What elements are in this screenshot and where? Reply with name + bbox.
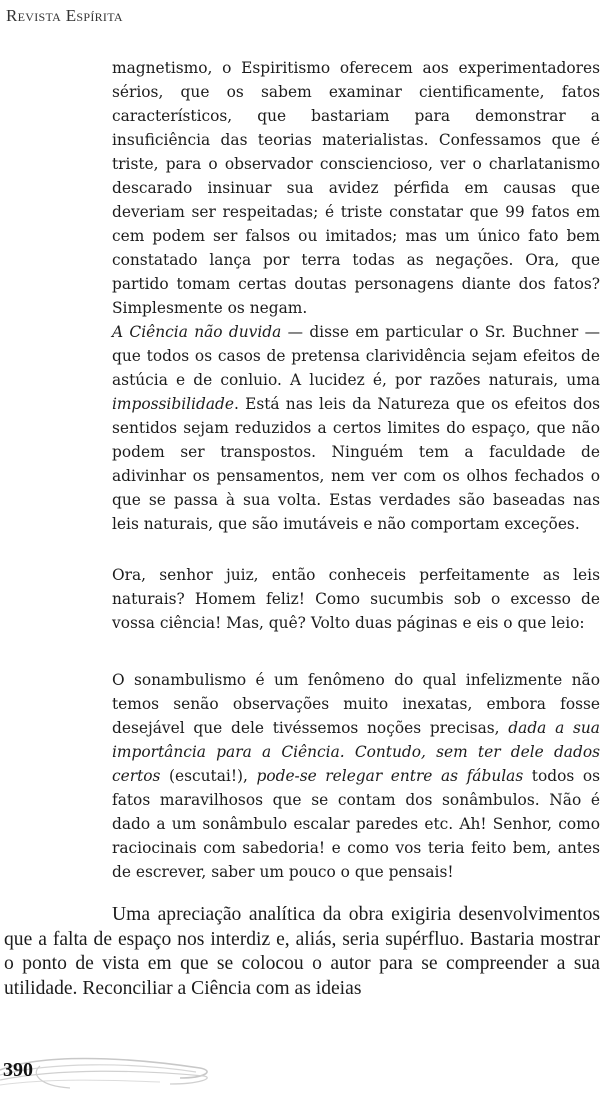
quote-paragraph-1: magnetismo, o Espiritismo oferecem aos experimentadores sérios, que os sabem examinar cientificamente, fatos característicos, que bastariam para demonstrar a insuficiência das teorias materialistas. Confessamos que é triste, para o observador consciencioso, ver o charlatanismo descarado insinuar sua avidez pérfida em causas que deveriam ser respeitadas; é triste constatar que 99 fatos em cem podem ser falsos ou imitados; mas um único fato bem constatado lança por terra todas as negações. Ora, que partido tomam certas doutas personagens diante dos fatos? Simplesmente os negam. xyxy=(112,59,600,317)
quote-paragraph-2 xyxy=(112,320,600,536)
page-number: 390 xyxy=(3,1059,33,1081)
quote-text: O sonambulismo é um fenômeno do qual infelizmente não temos senão observações muito inexatas, embora fosse desejável que dele tivéssemos noções precisas, xyxy=(112,671,600,737)
italic-phrase: A Ciência não duvida xyxy=(112,323,282,341)
quote-paragraph-3: Ora, senhor juiz, então conheceis perfeitamente as leis naturais? Homem feliz! Como sucumbis sob o excesso de vossa ciência! Mas, quê? Volto duas páginas e eis o que leio: xyxy=(112,566,600,632)
italic-phrase: dada a sua importância para a Ciência. Contudo, sem ter dele dados certos xyxy=(112,719,600,785)
body-paragraph: Uma apreciação analítica da obra exigiria desenvolvimentos que a falta de espaço nos interdiz e, aliás, seria supérfluo. Bastaria mostrar o ponto de vista em que se colocou o autor para se compreender a sua utilidade. Reconciliar a Ciência com as ideias xyxy=(4,904,600,999)
quote-paragraph-4 xyxy=(112,668,600,884)
quote-text: (escutai!), xyxy=(160,767,257,785)
italic-phrase: pode-se relegar entre as fábulas xyxy=(256,767,524,785)
footer-swoosh-ornament xyxy=(0,1048,240,1096)
italic-phrase: impossibilidade xyxy=(112,395,234,413)
quote-text: — disse em particular o Sr. Buchner — que todos os casos de pretensa clarividência sejam efeitos de astúcia e de conluio. A lucidez é, por razões naturais, uma xyxy=(112,323,600,389)
quote-text: . Está nas leis da Natureza que os efeitos dos sentidos sejam reduzidos a certos limites do espaço, que não podem ser transpostos. Ninguém tem a faculdade de adivinhar os pensamentos, nem ver com os olhos fechados o que se passa à sua volta. Estas verdades são baseadas nas leis naturais, que são imutáveis e não comportam exceções. xyxy=(112,395,600,533)
quote-text: todos os fatos maravilhosos que se contam dos sonâmbulos. Não é dado a um sonâmbulo escalar paredes etc. Ah! Senhor, como raciocinais com sabedoria! e como vos teria feito bem, antes de escrever, saber um pouco o que pensais! xyxy=(112,767,600,881)
running-title: Revista Espírita xyxy=(6,6,123,25)
